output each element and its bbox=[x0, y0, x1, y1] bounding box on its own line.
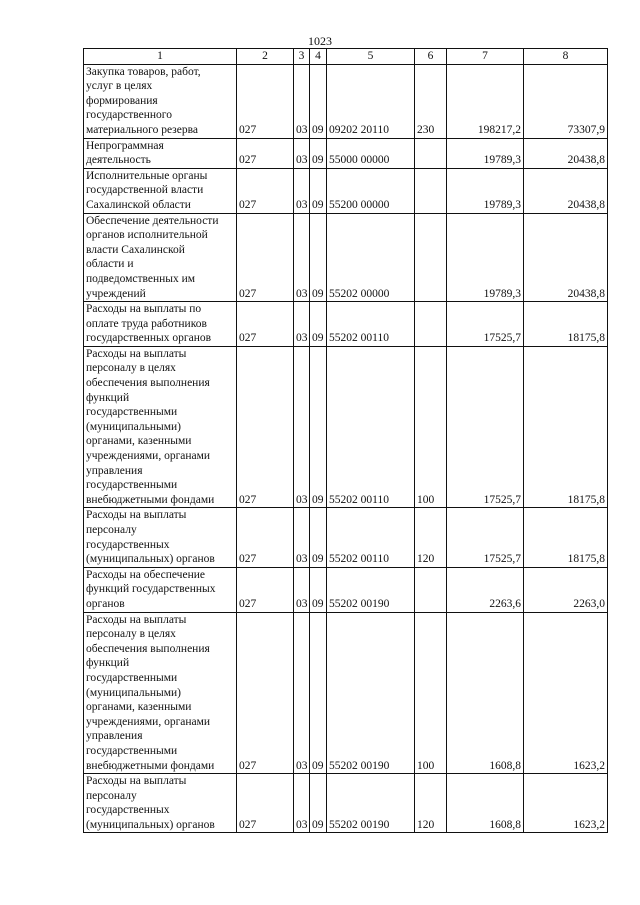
item-name-line: государственных bbox=[86, 538, 170, 551]
item-name-line: (муниципальных) органов bbox=[86, 818, 215, 831]
section-code-cell: 03 bbox=[294, 64, 310, 138]
target-code-cell: 55202 00110 bbox=[327, 302, 415, 347]
amount-year-2-cell: 18175,8 bbox=[524, 346, 608, 508]
amount-year-1-cell: 17525,7 bbox=[447, 508, 524, 567]
item-name-line: (муниципальными) bbox=[86, 420, 181, 433]
item-name-cell bbox=[84, 774, 237, 833]
amount-year-1-cell: 1608,8 bbox=[447, 612, 524, 774]
section-code-cell: 03 bbox=[294, 168, 310, 213]
item-name-line: государственных bbox=[86, 804, 170, 817]
item-name-line: органами, казенными bbox=[86, 435, 192, 448]
item-name-line: государственными bbox=[86, 671, 178, 684]
target-code-cell: 55202 00190 bbox=[327, 774, 415, 833]
amount-year-1-cell: 1608,8 bbox=[447, 774, 524, 833]
table-row bbox=[84, 567, 608, 612]
section-code-cell: 03 bbox=[294, 138, 310, 168]
subsection-code-cell: 09 bbox=[310, 302, 327, 347]
item-name-line: Непрограммная bbox=[86, 139, 164, 152]
ministry-code-cell: 027 bbox=[237, 508, 294, 567]
item-name-line: Закупка товаров, работ, bbox=[86, 65, 201, 78]
item-name-line: функций bbox=[86, 657, 130, 670]
amount-year-2-cell: 20438,8 bbox=[524, 213, 608, 302]
item-name-line: Расходы на выплаты bbox=[86, 613, 187, 626]
amount-year-1-cell: 19789,3 bbox=[447, 213, 524, 302]
item-name-cell bbox=[84, 508, 237, 567]
ministry-code-cell: 027 bbox=[237, 302, 294, 347]
table-row bbox=[84, 302, 608, 347]
amount-year-1-cell: 17525,7 bbox=[447, 346, 524, 508]
subsection-code-cell: 09 bbox=[310, 168, 327, 213]
amount-year-1-cell: 2263,6 bbox=[447, 567, 524, 612]
table-row bbox=[84, 168, 608, 213]
ministry-code-cell: 027 bbox=[237, 213, 294, 302]
target-code-cell: 55200 00000 bbox=[327, 168, 415, 213]
ministry-code-cell: 027 bbox=[237, 567, 294, 612]
amount-year-1-cell: 19789,3 bbox=[447, 168, 524, 213]
item-name-line: учреждений bbox=[86, 287, 146, 300]
item-name-line: Сахалинской области bbox=[86, 198, 191, 211]
item-name-line: формирования bbox=[86, 94, 158, 107]
subsection-code-cell: 09 bbox=[310, 612, 327, 774]
target-code-cell: 09202 20110 bbox=[327, 64, 415, 138]
column-header: 5 bbox=[327, 49, 415, 65]
expense-type-cell bbox=[415, 213, 447, 302]
ministry-code-cell: 027 bbox=[237, 138, 294, 168]
header-row bbox=[84, 49, 608, 65]
item-name-line: персоналу в целях bbox=[86, 628, 176, 641]
ministry-code-cell: 027 bbox=[237, 774, 294, 833]
amount-year-1-cell: 19789,3 bbox=[447, 138, 524, 168]
item-name-line: государственными bbox=[86, 744, 178, 757]
ministry-code-cell: 027 bbox=[237, 612, 294, 774]
item-name-line: функций bbox=[86, 391, 130, 404]
table-row bbox=[84, 213, 608, 302]
amount-year-2-cell: 20438,8 bbox=[524, 168, 608, 213]
item-name-line: государственными bbox=[86, 406, 178, 419]
expense-type-cell: 230 bbox=[415, 64, 447, 138]
subsection-code-cell: 09 bbox=[310, 508, 327, 567]
table-row bbox=[84, 612, 608, 774]
ministry-code-cell: 027 bbox=[237, 64, 294, 138]
section-code-cell: 03 bbox=[294, 302, 310, 347]
item-name-line: персоналу bbox=[86, 789, 137, 802]
amount-year-2-cell: 2263,0 bbox=[524, 567, 608, 612]
item-name-line: власти Сахалинской bbox=[86, 243, 185, 256]
column-header: 7 bbox=[447, 49, 524, 65]
target-code-cell: 55202 00000 bbox=[327, 213, 415, 302]
subsection-code-cell: 09 bbox=[310, 138, 327, 168]
subsection-code-cell: 09 bbox=[310, 64, 327, 138]
amount-year-2-cell: 73307,9 bbox=[524, 64, 608, 138]
item-name-cell bbox=[84, 346, 237, 508]
expense-type-cell bbox=[415, 168, 447, 213]
item-name-cell bbox=[84, 138, 237, 168]
amount-year-2-cell: 1623,2 bbox=[524, 612, 608, 774]
item-name-line: функций государственных bbox=[86, 583, 216, 596]
amount-year-1-cell: 198217,2 bbox=[447, 64, 524, 138]
item-name-line: Расходы на выплаты bbox=[86, 775, 187, 788]
item-name-line: государственными bbox=[86, 479, 178, 492]
subsection-code-cell: 09 bbox=[310, 567, 327, 612]
item-name-line: Исполнительные органы bbox=[86, 169, 208, 182]
item-name-line: обеспечения выполнения bbox=[86, 642, 210, 655]
item-name-line: внебюджетными фондами bbox=[86, 759, 215, 772]
item-name-line: подведомственных им bbox=[86, 272, 196, 285]
section-code-cell: 03 bbox=[294, 612, 310, 774]
expense-type-cell bbox=[415, 138, 447, 168]
amount-year-2-cell: 18175,8 bbox=[524, 302, 608, 347]
item-name-line: Расходы на выплаты по bbox=[86, 303, 202, 316]
ministry-code-cell: 027 bbox=[237, 168, 294, 213]
section-code-cell: 03 bbox=[294, 774, 310, 833]
budget-table bbox=[83, 48, 608, 833]
column-header: 3 bbox=[294, 49, 310, 65]
item-name-line: (муниципальными) bbox=[86, 686, 181, 699]
expense-type-cell: 120 bbox=[415, 508, 447, 567]
item-name-line: внебюджетными фондами bbox=[86, 493, 215, 506]
target-code-cell: 55202 00110 bbox=[327, 346, 415, 508]
column-header: 1 bbox=[84, 49, 237, 65]
item-name-line: обеспечения выполнения bbox=[86, 377, 210, 390]
subsection-code-cell: 09 bbox=[310, 213, 327, 302]
item-name-line: органов исполнительной bbox=[86, 229, 208, 242]
amount-year-2-cell: 1623,2 bbox=[524, 774, 608, 833]
item-name-line: персоналу в целях bbox=[86, 362, 176, 375]
table-row bbox=[84, 346, 608, 508]
item-name-line: управления bbox=[86, 464, 143, 477]
table-row bbox=[84, 64, 608, 138]
amount-year-2-cell: 20438,8 bbox=[524, 138, 608, 168]
column-header: 6 bbox=[415, 49, 447, 65]
target-code-cell: 55202 00190 bbox=[327, 567, 415, 612]
item-name-cell bbox=[84, 302, 237, 347]
item-name-line: услуг в целях bbox=[86, 80, 153, 93]
item-name-cell bbox=[84, 567, 237, 612]
item-name-line: персоналу bbox=[86, 524, 137, 536]
table-row bbox=[84, 138, 608, 168]
item-name-line: деятельность bbox=[86, 154, 151, 167]
item-name-line: органами, казенными bbox=[86, 701, 192, 714]
item-name-line: оплате труда работников bbox=[86, 317, 207, 330]
section-code-cell: 03 bbox=[294, 567, 310, 612]
item-name-line: материального резерва bbox=[86, 123, 198, 136]
item-name-cell bbox=[84, 64, 237, 138]
amount-year-2-cell: 18175,8 bbox=[524, 508, 608, 567]
target-code-cell: 55202 00190 bbox=[327, 612, 415, 774]
target-code-cell: 55000 00000 bbox=[327, 138, 415, 168]
item-name-cell bbox=[84, 612, 237, 774]
amount-year-1-cell: 17525,7 bbox=[447, 302, 524, 347]
expense-type-cell: 100 bbox=[415, 346, 447, 508]
item-name-cell bbox=[84, 213, 237, 302]
column-header: 2 bbox=[237, 49, 294, 65]
item-name-line: учреждениями, органами bbox=[86, 450, 211, 463]
column-header: 4 bbox=[310, 49, 327, 65]
item-name-line: Расходы на выплаты bbox=[86, 509, 187, 522]
item-name-line: государственного bbox=[86, 109, 172, 122]
expense-type-cell bbox=[415, 567, 447, 612]
item-name-line: (муниципальных) органов bbox=[86, 553, 215, 566]
table-row bbox=[84, 508, 608, 567]
section-code-cell: 03 bbox=[294, 213, 310, 302]
item-name-line: Расходы на выплаты bbox=[86, 347, 187, 360]
item-name-line: управления bbox=[86, 730, 143, 743]
item-name-line: государственной власти bbox=[86, 184, 204, 197]
item-name-line: учреждениями, органами bbox=[86, 715, 211, 728]
column-header: 8 bbox=[524, 49, 608, 65]
item-name-line: Обеспечение деятельности bbox=[86, 214, 219, 227]
item-name-cell bbox=[84, 168, 237, 213]
item-name-line: государственных органов bbox=[86, 332, 212, 345]
item-name-line: Расходы на обеспечение bbox=[86, 568, 205, 581]
table-row bbox=[84, 774, 608, 833]
section-code-cell: 03 bbox=[294, 508, 310, 567]
subsection-code-cell: 09 bbox=[310, 774, 327, 833]
ministry-code-cell: 027 bbox=[237, 346, 294, 508]
page-number: 1023 bbox=[308, 34, 332, 48]
expense-type-cell: 120 bbox=[415, 774, 447, 833]
item-name-line: органов bbox=[86, 597, 125, 610]
subsection-code-cell: 09 bbox=[310, 346, 327, 508]
table-body bbox=[84, 64, 608, 833]
target-code-cell: 55202 00110 bbox=[327, 508, 415, 567]
expense-type-cell bbox=[415, 302, 447, 347]
section-code-cell: 03 bbox=[294, 346, 310, 508]
expense-type-cell: 100 bbox=[415, 612, 447, 774]
item-name-line: области и bbox=[86, 258, 134, 271]
